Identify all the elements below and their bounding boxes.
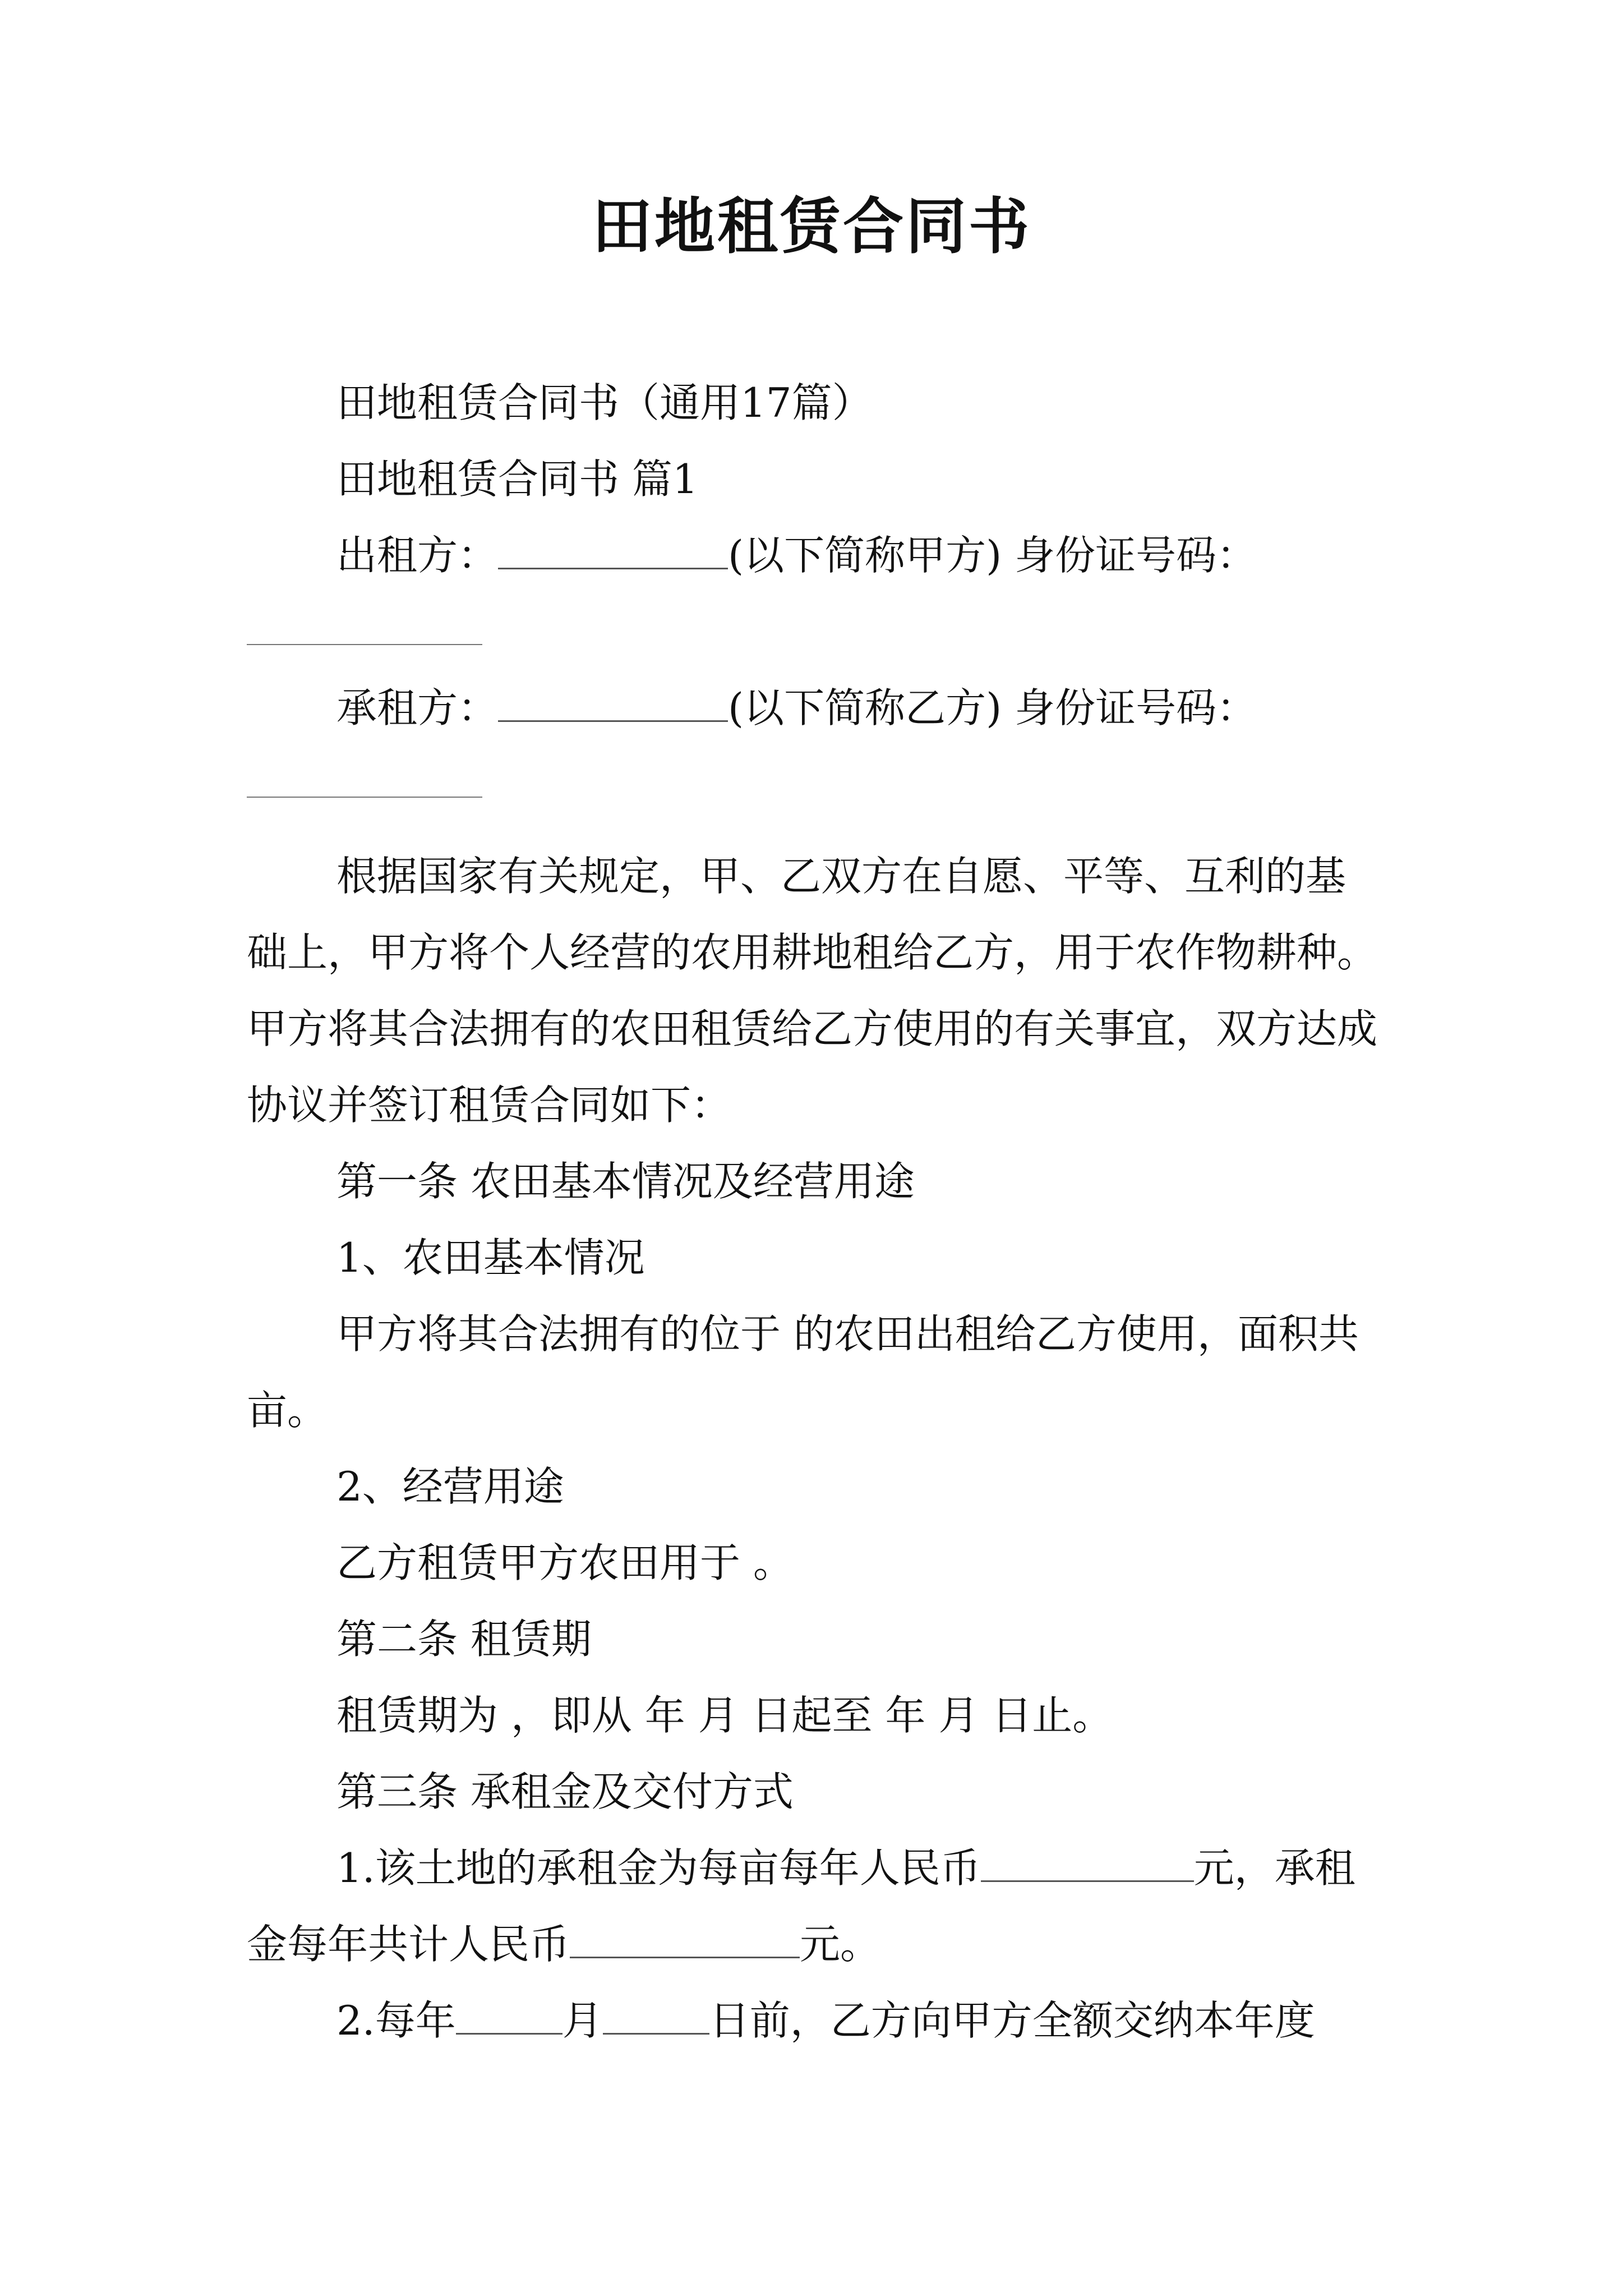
article1-heading: 第一条 农田基本情况及经营用途 — [336, 1158, 915, 1205]
document-title: 田地租赁合同书 — [591, 191, 1031, 262]
lessor-suffix: (以下简称甲方) 身份证号码： — [728, 532, 1257, 579]
article3-item2 — [247, 1982, 1381, 2059]
rent-per-mu-blank — [981, 1847, 1194, 1882]
article1-item1-text: 甲方将其合法拥有的位于 的农田出租给乙方使用，面积共 亩。 — [247, 1310, 1359, 1434]
article1-item2-heading: 2、经营用途 — [336, 1463, 564, 1510]
part-heading: 田地租赁合同书 篇1 — [336, 455, 698, 503]
article1-item2-text: 乙方租赁甲方农田用于 。 — [336, 1539, 794, 1586]
lessee-id-blank — [247, 769, 482, 798]
lessor-id-line — [247, 593, 1381, 670]
article2-heading: 第二条 租赁期 — [336, 1616, 592, 1663]
lessee-suffix: (以下简称乙方) 身份证号码： — [728, 684, 1257, 731]
document-subtitle: 田地租赁合同书（通用17篇） — [336, 379, 873, 426]
lessor-line — [247, 517, 1381, 593]
lessee-line — [247, 670, 1381, 746]
lessee-id-line — [247, 746, 1381, 822]
article3-item1-part-a: 1.该土地的承租金为每亩每年人民币 — [336, 1844, 981, 1892]
lessor-id-blank — [247, 616, 482, 645]
lessor-name-blank — [498, 534, 728, 569]
article3-item1-part-c: 元。 — [800, 1921, 881, 1968]
lessee-name-blank — [498, 687, 728, 722]
article3-item2-part-b: 月 — [562, 1997, 603, 2044]
rent-total-blank — [570, 1923, 800, 1958]
document-body — [247, 365, 1381, 2059]
article3-item2-part-c: 日前，乙方向甲方全额交纳本年度 — [709, 1997, 1315, 2044]
article3-item1-part-b: 元，承租金每年共计人民币 — [247, 1844, 1355, 1968]
article3-item1 — [247, 1830, 1381, 1982]
article1-item1-heading: 1、农田基本情况 — [336, 1234, 645, 1281]
lessor-label: 出租方： — [336, 532, 499, 579]
preamble-paragraph: 根据国家有关规定，甲、乙双方在自愿、平等、互利的基础上，甲方将个人经营的农用耕地租给乙方，用于农作物耕种。甲方将其合法拥有的农田租赁给乙方使用的有关事宜，双方达成协议并签订租赁合同如下： — [247, 853, 1378, 1129]
payment-month-blank — [456, 1999, 562, 2035]
article3-heading: 第三条 承租金及交付方式 — [336, 1768, 794, 1815]
lessee-label: 承租方： — [336, 684, 499, 731]
payment-day-blank — [603, 1999, 709, 2035]
article3-item2-part-a: 2.每年 — [336, 1997, 456, 2044]
article2-text: 租赁期为 ，即从 年 月 日起至 年 月 日止。 — [336, 1692, 1113, 1739]
